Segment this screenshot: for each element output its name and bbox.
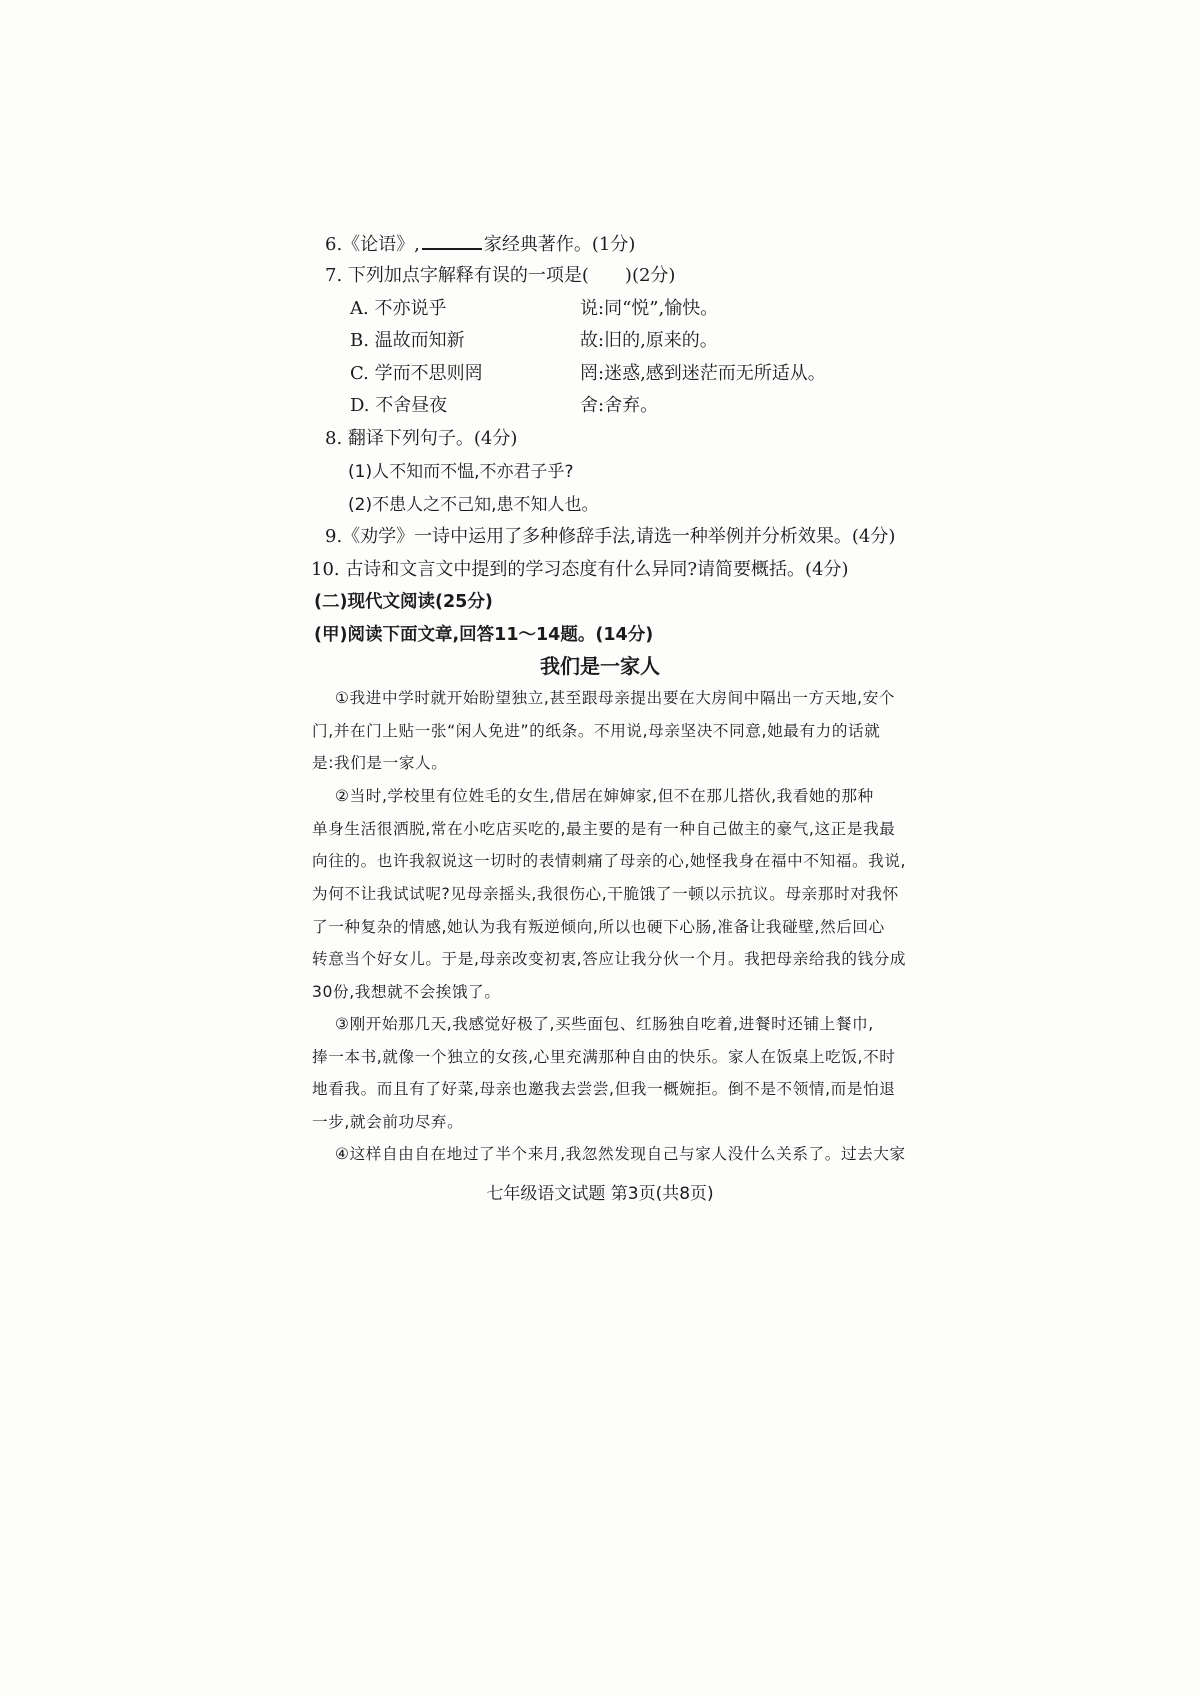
article-line: 捧一本书,就像一个独立的女孩,心里充满那种自由的快乐。家人在饭桌上吃饭,不时 bbox=[312, 1048, 896, 1066]
option-c-label: C. 学而不思则罔 bbox=[350, 363, 483, 384]
article-line: 单身生活很洒脱,常在小吃店买吃的,最主要的是有一种自己做主的豪气,这正是我最 bbox=[312, 820, 896, 838]
page-footer: 七年级语文试题 第3页(共8页) bbox=[486, 1184, 714, 1204]
article-line: ①我进中学时就开始盼望独立,甚至跟母亲提出要在大房间中隔出一方天地,安个 bbox=[335, 689, 896, 707]
section-heading-modern-reading: (二)现代文阅读(25分) bbox=[314, 592, 493, 612]
question-8-item-2: (2)不患人之不己知,患不知人也。 bbox=[348, 495, 599, 515]
option-c-gloss: 罔:迷惑,感到迷茫而无所适从。 bbox=[580, 363, 826, 384]
article-line: 门,并在门上贴一张“闲人免进”的纸条。不用说,母亲坚决不同意,她最有力的话就 bbox=[312, 722, 881, 740]
article-line: 为何不让我试试呢?见母亲摇头,我很伤心,干脆饿了一顿以示抗议。母亲那时对我怀 bbox=[312, 885, 899, 903]
question-6 bbox=[325, 232, 635, 256]
article-line: 30份,我想就不会挨饿了。 bbox=[312, 983, 501, 1001]
option-a-gloss: 说:同“悦”,愉快。 bbox=[580, 298, 719, 319]
option-b-label: B. 温故而知新 bbox=[350, 330, 465, 351]
option-b-gloss: 故:旧的,原来的。 bbox=[580, 330, 718, 351]
question-8-item-1: (1)人不知而不愠,不亦君子乎? bbox=[348, 462, 574, 482]
question-6-suffix: 家经典著作。(1分) bbox=[483, 234, 636, 255]
article-line: 地看我。而且有了好菜,母亲也邀我去尝尝,但我一概婉拒。倒不是不领情,而是怕退 bbox=[312, 1080, 896, 1098]
answer-blank bbox=[422, 232, 482, 250]
article-title: 我们是一家人 bbox=[540, 654, 660, 678]
article-line: 一步,就会前功尽弃。 bbox=[312, 1113, 464, 1131]
article-line: 转意当个好女儿。于是,母亲改变初衷,答应让我分伙一个月。我把母亲给我的钱分成 bbox=[312, 950, 907, 968]
article-line: 了一种复杂的情感,她认为我有叛逆倾向,所以也硬下心肠,准备让我碰壁,然后回心 bbox=[312, 918, 885, 936]
article-line: ③刚开始那几天,我感觉好极了,买些面包、红肠独自吃着,进餐时还铺上餐巾, bbox=[335, 1015, 874, 1033]
subsection-heading-a: (甲)阅读下面文章,回答11～14题。(14分) bbox=[314, 625, 654, 645]
article-line: 是:我们是一家人。 bbox=[312, 754, 448, 772]
question-7-stem: 7. 下列加点字解释有误的一项是( )(2分) bbox=[325, 265, 676, 286]
question-8-stem: 8. 翻译下列句子。(4分) bbox=[325, 428, 518, 449]
article-line: 向往的。也许我叙说这一切时的表情刺痛了母亲的心,她怪我身在福中不知福。我说, bbox=[312, 852, 907, 870]
option-a-label: A. 不亦说乎 bbox=[350, 298, 447, 319]
article-line: ②当时,学校里有位姓毛的女生,借居在婶婶家,但不在那儿搭伙,我看她的那种 bbox=[335, 787, 874, 805]
question-6-prefix: 6.《论语》, bbox=[325, 234, 420, 255]
question-9: 9.《劝学》一诗中运用了多种修辞手法,请选一种举例并分析效果。(4分) bbox=[325, 526, 896, 547]
question-10: 10. 古诗和文言文中提到的学习态度有什么异同?请简要概括。(4分) bbox=[311, 559, 849, 580]
article-line: ④这样自由自在地过了半个来月,我忽然发现自己与家人没什么关系了。过去大家 bbox=[335, 1145, 906, 1163]
option-d-gloss: 舍:舍弃。 bbox=[580, 395, 659, 416]
option-d-label: D. 不舍昼夜 bbox=[350, 395, 448, 416]
